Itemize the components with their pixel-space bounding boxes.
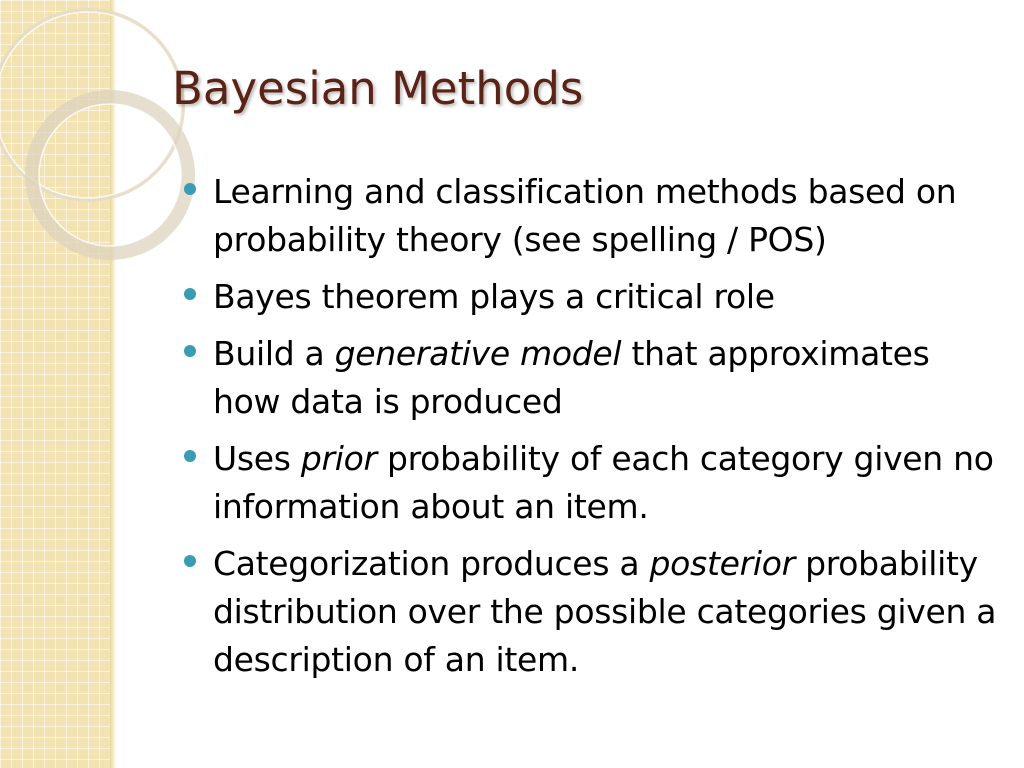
bullet-item: [184, 273, 1004, 321]
bullet-emphasis: generative model: [334, 334, 622, 373]
bullet-text: Uses: [213, 439, 301, 478]
circle-bullet-icon: [184, 183, 196, 195]
bullet-text: probability of each category given no information about an item.: [213, 439, 994, 526]
bullet-text: that approximates how data is produced: [213, 334, 930, 421]
bullet-emphasis: prior: [300, 439, 377, 478]
bullet-text: Learning and classification methods based on probability theory (see spelling / POS): [213, 172, 957, 259]
slide-title: Bayesian Methods: [172, 62, 584, 115]
bullet-list: [184, 168, 1004, 693]
bullet-emphasis: posterior: [649, 544, 795, 583]
bullet-text: probability distribution over the possible categories given a description of an item.: [213, 544, 997, 679]
bullet-item: [184, 435, 1004, 531]
bullet-text: Bayes theorem plays a critical role: [213, 277, 775, 316]
bullet-item: [184, 168, 1004, 264]
bullet-text: Categorization produces a: [213, 544, 650, 583]
circle-bullet-icon: [184, 450, 196, 462]
circle-bullet-icon: [184, 345, 196, 357]
circle-bullet-icon: [184, 555, 196, 567]
bullet-text: Build a: [213, 334, 335, 373]
bullet-item: [184, 540, 1004, 684]
bullet-item: [184, 330, 1004, 426]
circle-bullet-icon: [184, 288, 196, 300]
decorative-rings-icon: [0, 0, 200, 260]
